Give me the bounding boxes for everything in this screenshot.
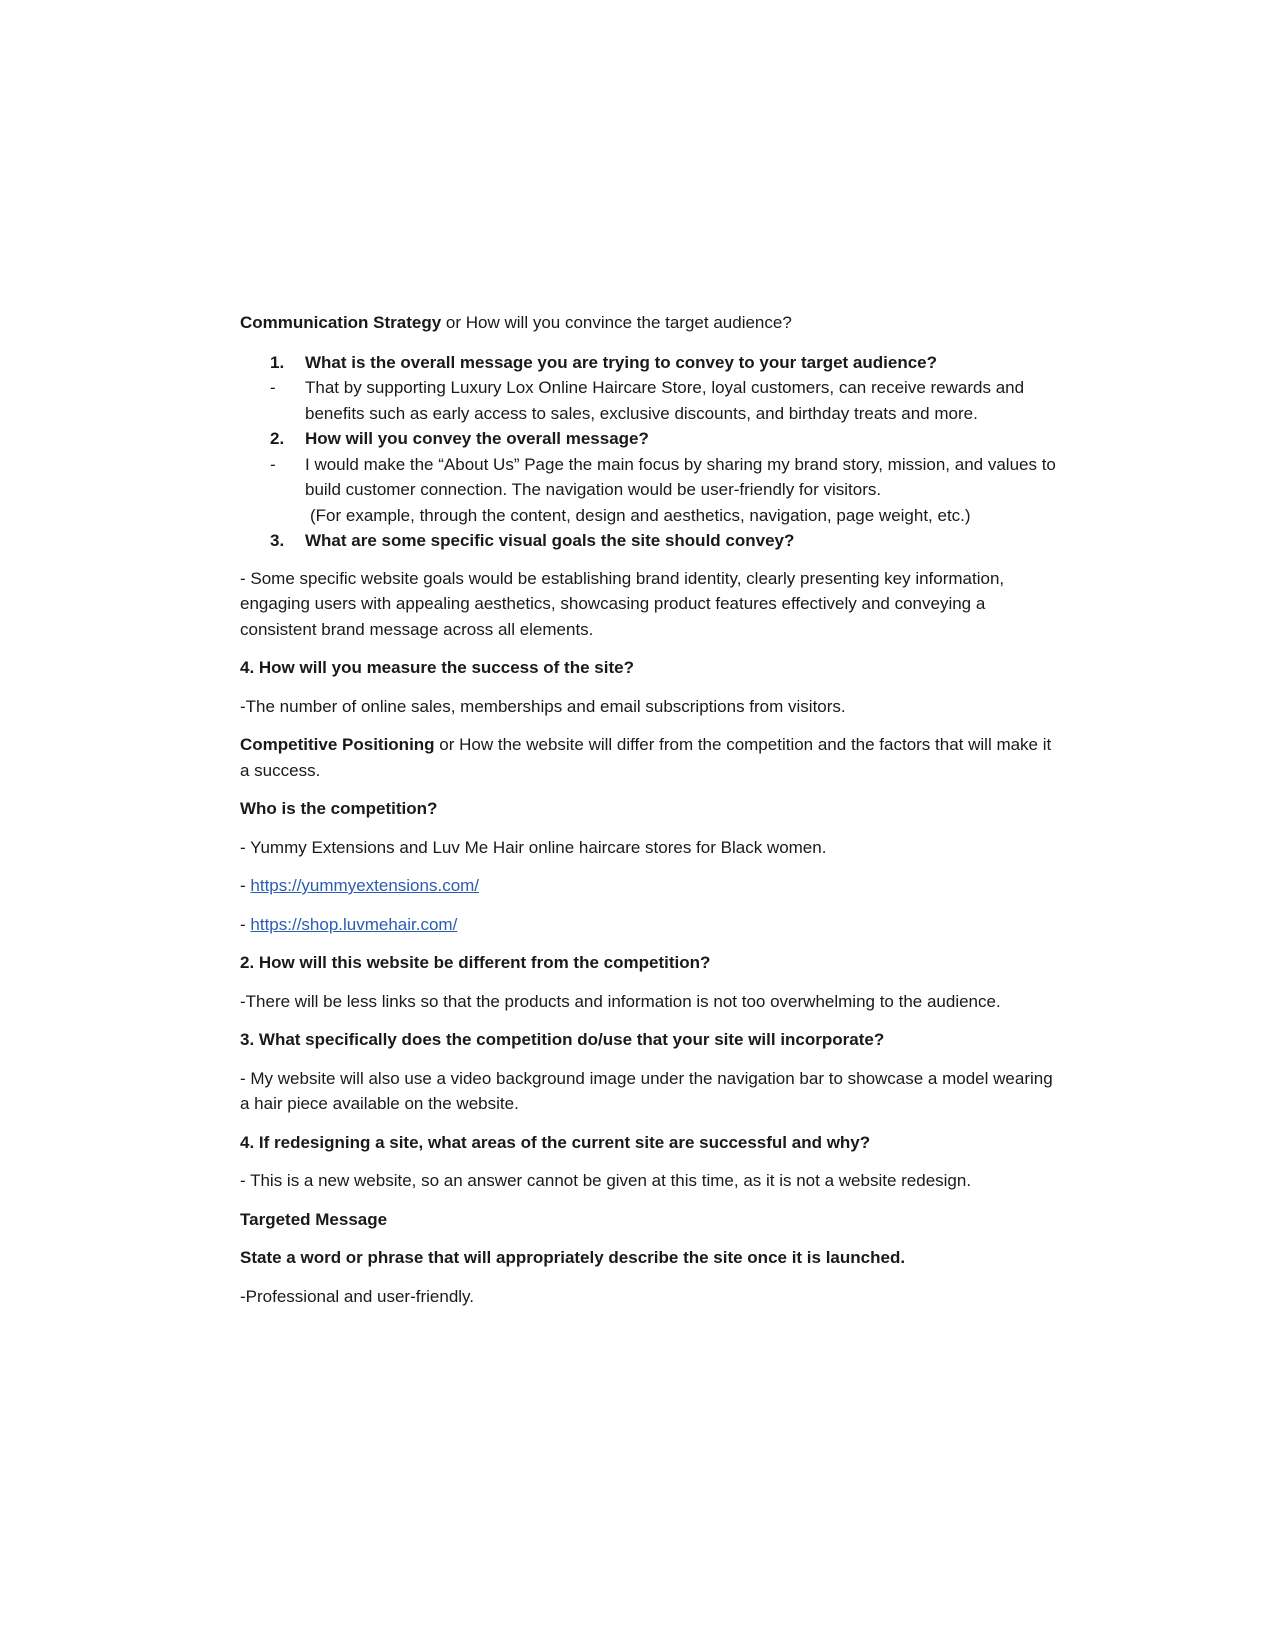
list-item-answer-2 [240,452,1060,529]
competitive-positioning-heading [240,732,1060,783]
question-text: How will you convey the overall message? [305,429,649,448]
question-list [240,350,1060,554]
communication-strategy-heading [240,310,1060,336]
list-item-question-1 [240,350,1060,376]
answer-text: That by supporting Luxury Lox Online Haircare Store, loyal customers, can receive rewards and benefits such as early access to sales, exclusive discounts, and birthday treats and more. [305,378,1025,423]
list-number: 1. [270,352,285,372]
list-number: 2. [270,429,285,448]
competitor-link-row-2 [240,912,1060,938]
list-dash: - [270,454,276,474]
list-item-question-3 [240,528,1060,554]
link-prefix: - [240,876,251,895]
question-incorporate: 3. What specifically does the competition do/use that your site will incorporate? [240,1030,885,1049]
question-redesign: 4. If redesigning a site, what areas of the current site are successful and why? [240,1132,871,1152]
answer-different: -There will be less links so that the products and information is not too overwhelming to the audience. [240,991,1001,1011]
competitor-link-row-1 [240,873,1060,899]
answer-note: (For example, through the content, design and aesthetics, navigation, page weight, etc.) [310,505,971,525]
list-item-answer-1 [240,375,1060,426]
list-item-question-2 [240,426,1060,452]
yummy-extensions-link[interactable]: https://yummyextensions.com/ [250,876,480,895]
luvmehair-link[interactable]: https://shop.luvmehair.com/ [250,914,458,934]
question-text: What is the overall message you are trying to convey to your target audience? [305,352,938,372]
answer-incorporate: - My website will also use a video background image under the navigation bar to showcase a model wearing a hair piece available on the website. [240,1068,1053,1113]
question-text: What are some specific visual goals the site should convey? [305,531,795,550]
question-describe-site: State a word or phrase that will appropriately describe the site once it is launched. [240,1248,906,1267]
heading-bold: Competitive Positioning [240,735,435,754]
heading-rest: or How the website will differ from the competition and the factors that will make it a success. [240,735,1052,780]
answer-measure-success: -The number of online sales, memberships and email subscriptions from visitors. [240,696,846,716]
list-number: 3. [270,531,285,550]
heading-bold: Communication Strategy [240,313,442,332]
list-dash: - [270,378,276,397]
answer-describe-site: -Professional and user-friendly. [240,1286,475,1306]
targeted-message-heading: Targeted Message [240,1209,388,1229]
answer-visual-goals: - Some specific website goals would be establishing brand identity, clearly presenting key information, engaging users with appealing aesthetics, showcasing product features effectively and conveying a consistent brand message across all elements. [240,568,1005,639]
question-measure-success: 4. How will you measure the success of the site? [240,658,634,677]
question-different: 2. How will this website be different from the competition? [240,953,711,972]
link-prefix: - [240,914,251,934]
answer-text: I would make the “About Us” Page the main focus by sharing my brand story, mission, and values to build customer connection. The navigation would be user-friendly for visitors. [305,454,1056,499]
answer-redesign: - This is a new website, so an answer cannot be given at this time, as it is not a website redesign. [240,1171,972,1190]
document-page [240,310,1060,1322]
answer-competition: - Yummy Extensions and Luv Me Hair online haircare stores for Black women. [240,837,827,857]
heading-rest: or How will you convince the target audience? [441,313,792,332]
question-competition: Who is the competition? [240,799,438,818]
